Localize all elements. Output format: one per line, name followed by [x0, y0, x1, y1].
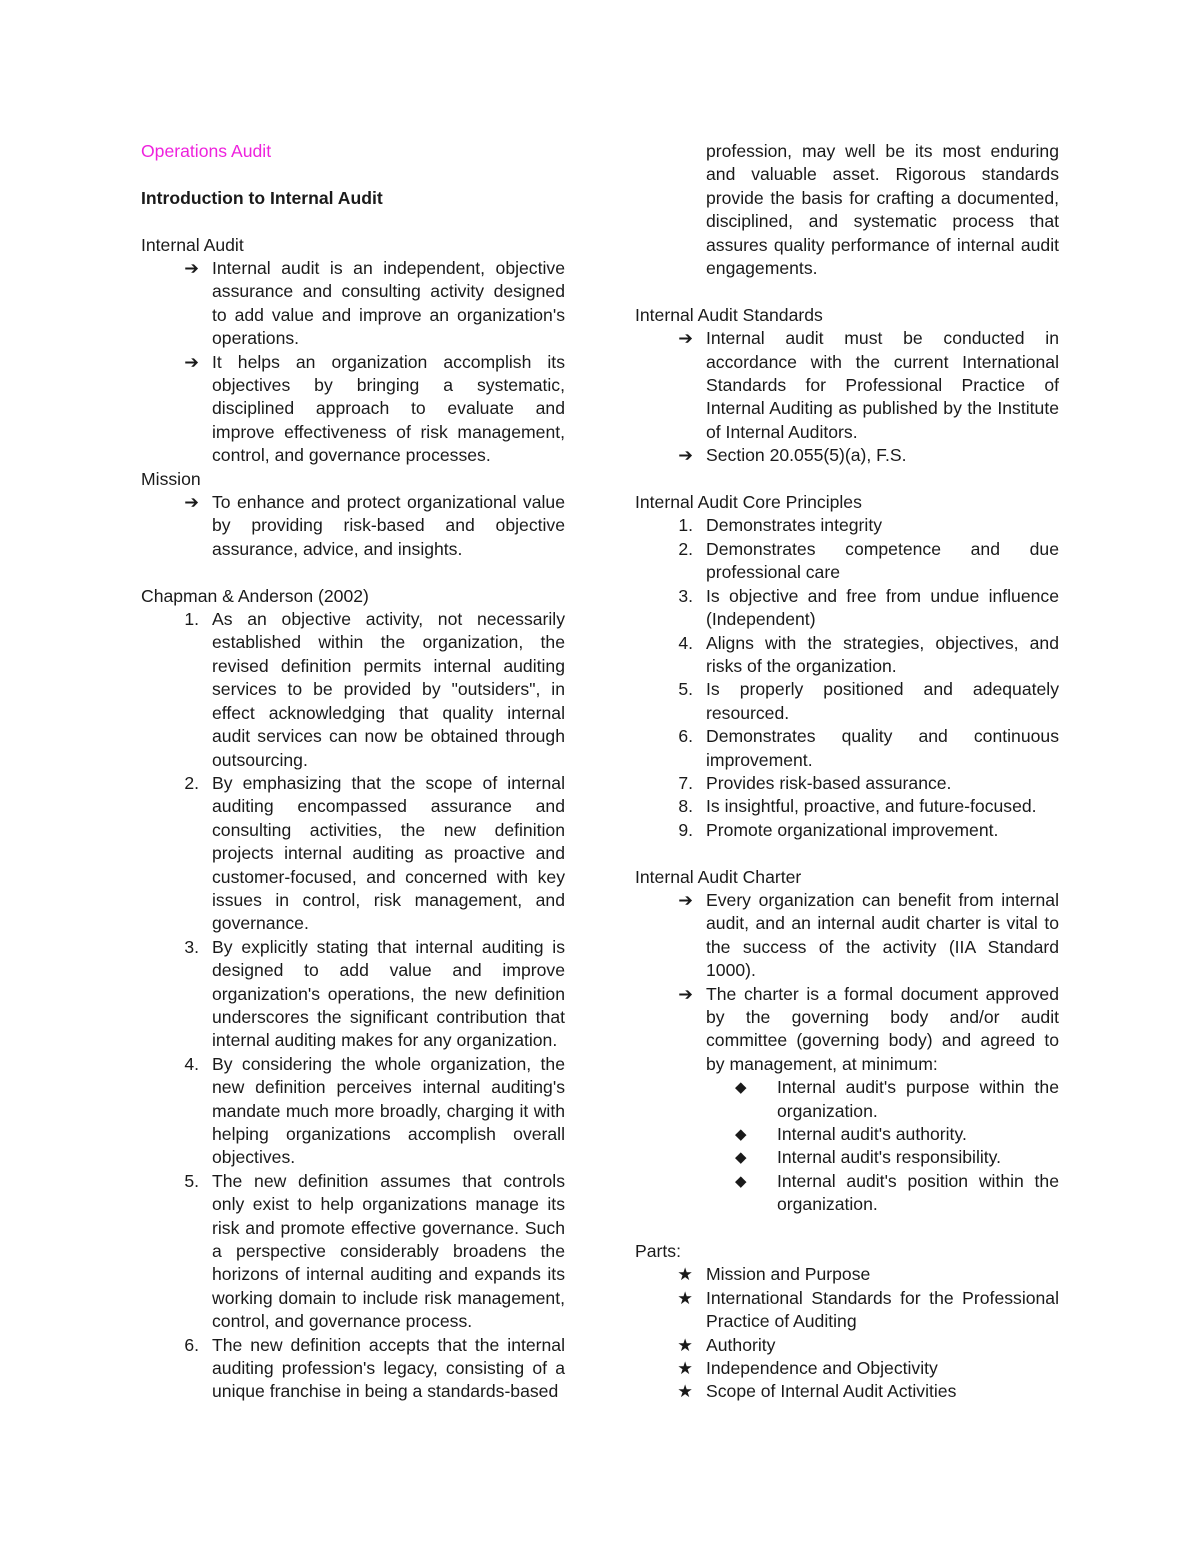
list-number: 3.: [678, 585, 693, 606]
list-item: [141, 1170, 565, 1334]
arrow-icon: ➔: [184, 351, 199, 372]
list-item-text: Internal audit's position within the organization.: [777, 1170, 1059, 1215]
list-item: [635, 1357, 1059, 1380]
list-item-text: Scope of Internal Audit Activities: [706, 1381, 957, 1402]
document-title: Operations Audit: [141, 141, 272, 161]
arrow-icon: ➔: [678, 445, 693, 466]
list-item: [635, 889, 1059, 983]
list-number: 8.: [678, 796, 693, 817]
parts-label: Parts:: [635, 1241, 681, 1262]
section-heading: Introduction to Internal Audit: [141, 187, 383, 208]
list-item: [141, 608, 565, 772]
list-number: 4.: [184, 1053, 199, 1074]
standards-label: Internal Audit Standards: [635, 304, 823, 325]
list-item-text: Section 20.055(5)(a), F.S.: [706, 445, 907, 466]
list-number: 5.: [184, 1170, 199, 1191]
star-icon: ★: [677, 1287, 693, 1308]
list-item-text: International Standards for the Professional Practice of Auditing: [706, 1287, 1059, 1332]
list-number: 6.: [678, 726, 693, 747]
list-number: 3.: [184, 936, 199, 957]
list-item: [635, 327, 1059, 444]
star-icon: ★: [677, 1264, 693, 1285]
star-icon: ★: [677, 1334, 693, 1355]
list-item-text: By considering the whole organization, the new definition perceives internal auditing's mandate much more broadly, charging it with helping organizations accomplish overall objectives.: [212, 1053, 565, 1168]
list-item-text: Provides risk-based assurance.: [706, 772, 952, 793]
diamond-icon: ◆: [735, 1149, 747, 1167]
chapman-label: Chapman & Anderson (2002): [141, 585, 369, 606]
list-item: [635, 538, 1059, 585]
list-item-text: As an objective activity, not necessarily established within the organization, the revised definition permits internal auditing services to be provided by "outsiders", in effect acknowledging that quality internal audit services can now be obtained through outsourcing.: [212, 609, 565, 770]
arrow-icon: ➔: [678, 328, 693, 349]
list-item-text: Internal audit's authority.: [777, 1124, 967, 1145]
list-number: 5.: [678, 679, 693, 700]
list-item-text: The charter is a formal document approved by the governing body and/or audit committee (governing body) and agreed to by management, at minimum:: [706, 983, 1059, 1074]
list-item-text: Demonstrates integrity: [706, 515, 883, 536]
list-item: [635, 585, 1059, 632]
list-item-text: Internal audit's responsibility.: [777, 1147, 1002, 1168]
list-item-text: Internal audit is an independent, objective assurance and consulting activity designed to add value and improve an organization's operations.: [212, 258, 565, 349]
arrow-icon: ➔: [184, 258, 199, 278]
list-item-text: The new definition assumes that controls only exist to help organizations manage its risk and promote effective governance. Such a perspective considerably broadens the horizons of internal auditing and expands its working domain to include risk management, control, and governance process.: [212, 1170, 565, 1332]
diamond-icon: ◆: [735, 1126, 747, 1144]
list-item: [635, 678, 1059, 725]
list-item: [635, 1287, 1059, 1334]
list-item-text: Promote organizational improvement.: [706, 819, 999, 840]
list-item-text: Internal audit's purpose within the organization.: [777, 1077, 1059, 1121]
list-item: [141, 936, 565, 1053]
list-item: [635, 632, 1059, 679]
list-item: [635, 725, 1059, 772]
diamond-icon: ◆: [735, 1079, 747, 1097]
charter-label: Internal Audit Charter: [635, 866, 802, 887]
list-number: 9.: [678, 819, 693, 840]
internal-audit-label: Internal Audit: [141, 234, 244, 255]
list-item-text: Every organization can benefit from internal audit, and an internal audit charter is vital to the success of the activity (IIA Standard 1000).: [706, 889, 1059, 981]
arrow-icon: ➔: [678, 983, 693, 1004]
list-item-text: Demonstrates competence and due professional care: [706, 538, 1059, 583]
list-item: [635, 444, 1059, 467]
list-item: [635, 1263, 1059, 1286]
list-item: [141, 257, 565, 351]
list-item: [635, 1334, 1059, 1357]
list-item: [141, 772, 565, 936]
left-column: [141, 140, 565, 1404]
list-number: 1.: [678, 515, 693, 536]
sub-list-item: [635, 1123, 1059, 1146]
list-item: [635, 819, 1059, 842]
arrow-icon: ➔: [184, 492, 199, 513]
list-item-text: Independence and Objectivity: [706, 1358, 938, 1379]
list-item-text: To enhance and protect organizational value by providing risk-based and objective assurance, advice, and insights.: [212, 492, 565, 559]
mission-label: Mission: [141, 468, 201, 489]
list-number: 2.: [184, 772, 199, 793]
list-item: [635, 772, 1059, 795]
list-item-text: By explicitly stating that internal auditing is designed to add value and improve organization's operations, the new definition underscores the significant contribution that internal auditing makes for any organization.: [212, 936, 565, 1051]
list-number: 4.: [678, 632, 693, 653]
list-item-text: The new definition accepts that the internal auditing profession's legacy, consisting of a unique franchise in being a standards-based: [212, 1334, 565, 1402]
continuation-text: profession, may well be its most enduring and valuable asset. Rigorous standards provide the basis for crafting a documented, disciplined, and systematic process that assures quality performance of internal audit engagements.: [706, 141, 1059, 279]
list-item: [141, 351, 565, 468]
list-item-text: Is properly positioned and adequately resourced.: [706, 679, 1059, 723]
sub-list-item: [635, 1076, 1059, 1123]
list-item-text: Demonstrates quality and continuous improvement.: [706, 726, 1059, 770]
arrow-icon: ➔: [678, 889, 693, 910]
list-item-text: Internal audit must be conducted in accordance with the current International Standards for Professional Practice of Internal Auditing as published by the Institute of Internal Auditors.: [706, 328, 1059, 442]
list-item: [141, 1053, 565, 1170]
sub-list-item: [635, 1146, 1059, 1169]
list-item-text: Aligns with the strategies, objectives, and risks of the organization.: [706, 632, 1059, 676]
star-icon: ★: [677, 1358, 693, 1379]
list-item-text: Mission and Purpose: [706, 1264, 871, 1285]
list-number: 6.: [184, 1334, 199, 1355]
diamond-icon: ◆: [735, 1172, 747, 1190]
list-item: [141, 491, 565, 561]
star-icon: ★: [677, 1381, 693, 1402]
principles-label: Internal Audit Core Principles: [635, 492, 862, 513]
list-number: 7.: [678, 772, 693, 793]
list-number: 2.: [678, 538, 693, 559]
list-item-text: By emphasizing that the scope of internal auditing encompassed assurance and consulting activities, the new definition projects internal auditing as proactive and customer-focused, and concerned with key issues in control, risk management, and governance.: [212, 772, 565, 934]
list-item-text: It helps an organization accomplish its objectives by bringing a systematic, disciplined approach to evaluate and improve effectiveness of risk management, control, and governance processes.: [212, 351, 565, 466]
list-item: [635, 514, 1059, 537]
list-item: [141, 1334, 565, 1404]
list-item: [635, 983, 1059, 1077]
list-number: 1.: [184, 609, 199, 630]
list-item-text: Authority: [706, 1334, 776, 1355]
list-item: [635, 795, 1059, 818]
sub-list-item: [635, 1170, 1059, 1217]
list-item-text: Is objective and free from undue influence (Independent): [706, 585, 1059, 630]
right-column: [635, 140, 1059, 1404]
list-item-text: Is insightful, proactive, and future-focused.: [706, 796, 1037, 817]
list-item: [635, 1380, 1059, 1403]
